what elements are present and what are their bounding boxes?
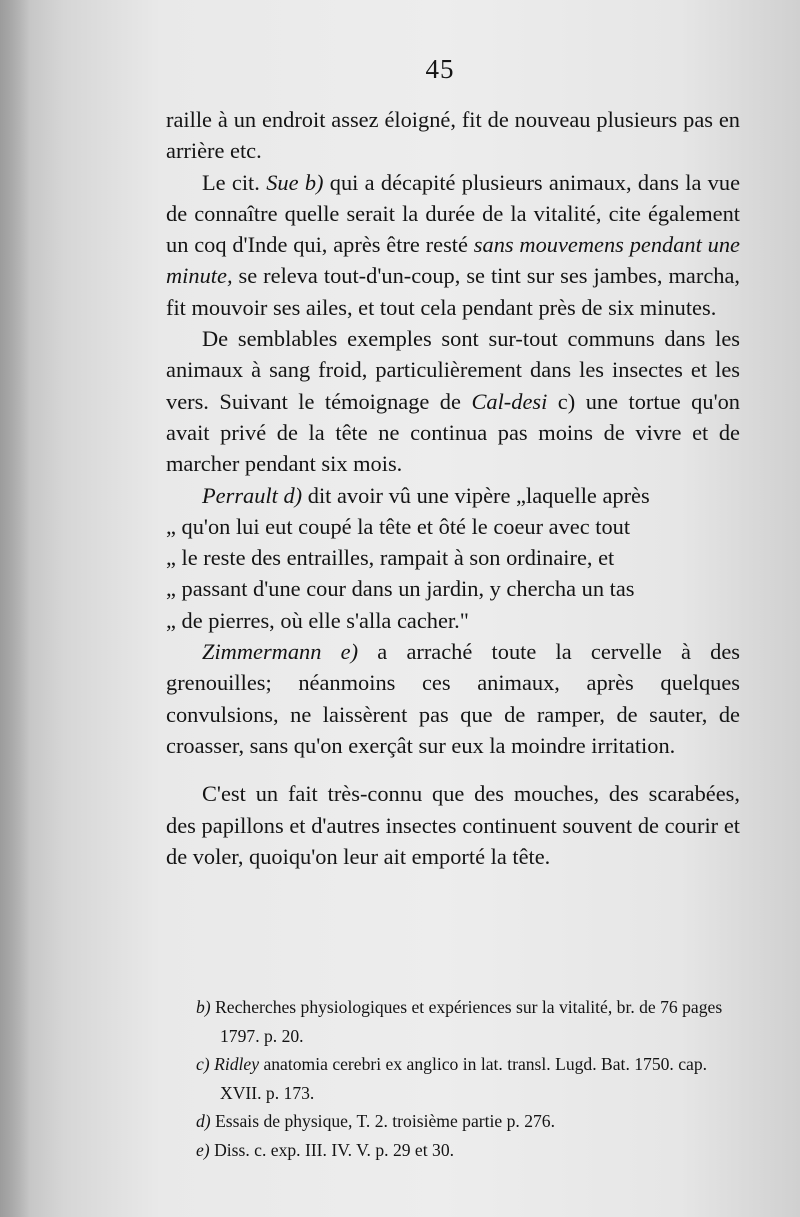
quote-line-4: „ de pierres, où elle s'alla cacher." xyxy=(166,607,469,633)
page-gutter-shadow xyxy=(0,0,30,1217)
page-number: 45 xyxy=(425,54,455,84)
paragraph-zimmermann: Zimmermann e) a arraché toute la cervelle à des grenouilles; néanmoins ces animaux, après quelques convulsions, ne laissèrent pas que de ramper, de sauter, de croasser, sans qu'on exerçât sur eux la moindre irritation. xyxy=(166,639,740,758)
footnotes xyxy=(196,993,752,1164)
paragraph-perrault: Perrault d) dit avoir vû une vipère „laquelle après xyxy=(202,482,650,508)
footnote-b: b) Recherches physiologiques et expériences sur la vitalité, br. de 76 pages 1797. p. 20. xyxy=(196,997,723,1046)
quote-line-2: „ le reste des entrailles, rampait à son ordinaire, et xyxy=(166,545,615,571)
paragraph-sue: Le cit. Sue b) qui a décapité plusieurs animaux, dans la vue de connaître quelle serait la durée de la vitalité, cite également un coq d'Inde qui, après être resté sans mouvemens pendant une minute, se releva tout-d'un-coup, se tint sur ses jambes, marcha, fit mouvoir ses ailes, et tout cela pendant près de six minutes. xyxy=(166,169,741,320)
author-sue: Sue xyxy=(266,169,299,195)
footnote-c: c) Ridley anatomia cerebri ex anglico in lat. transl. Lugd. Bat. 1750. cap. XVII. p. 173. xyxy=(196,1054,708,1103)
main-text xyxy=(166,104,740,872)
quote-line-3: „ passant d'une cour dans un jardin, y chercha un tas xyxy=(166,576,635,602)
author-caldesi: Cal-desi xyxy=(471,388,548,414)
italic-phrase: sans mouvemens pendant une minute, xyxy=(166,232,740,289)
footnote-d: d) Essais de physique, T. 2. troisième partie p. 276. xyxy=(196,1111,555,1131)
author-perrault: Perrault xyxy=(202,482,278,508)
quote-line-1: „ qu'on lui eut coupé la tête et ôté le coeur avec tout xyxy=(166,513,631,539)
paragraph-insects: C'est un fait très-connu que des mouches, des scarabées, des papillons et d'autres insectes continuent souvent de courir et de voler, quoiqu'on leur ait emporté la tête. xyxy=(166,781,740,869)
paragraph-caldesi: De semblables exemples sont sur-tout communs dans les animaux à sang froid, particulièrement dans les insectes et les vers. Suivant le témoignage de Cal-desi c) une tortue qu'on avait privé de la tête ne continua pas moins de vivre et de marcher pendant six mois. xyxy=(166,326,740,477)
footnote-e: e) Diss. c. exp. III. IV. V. p. 29 et 30. xyxy=(196,1139,455,1160)
paragraph-continuation: raille à un endroit assez éloigné, fit de nouveau plusieurs pas en arrière etc. xyxy=(166,107,740,164)
author-zimmermann: Zimmermann xyxy=(202,639,322,665)
